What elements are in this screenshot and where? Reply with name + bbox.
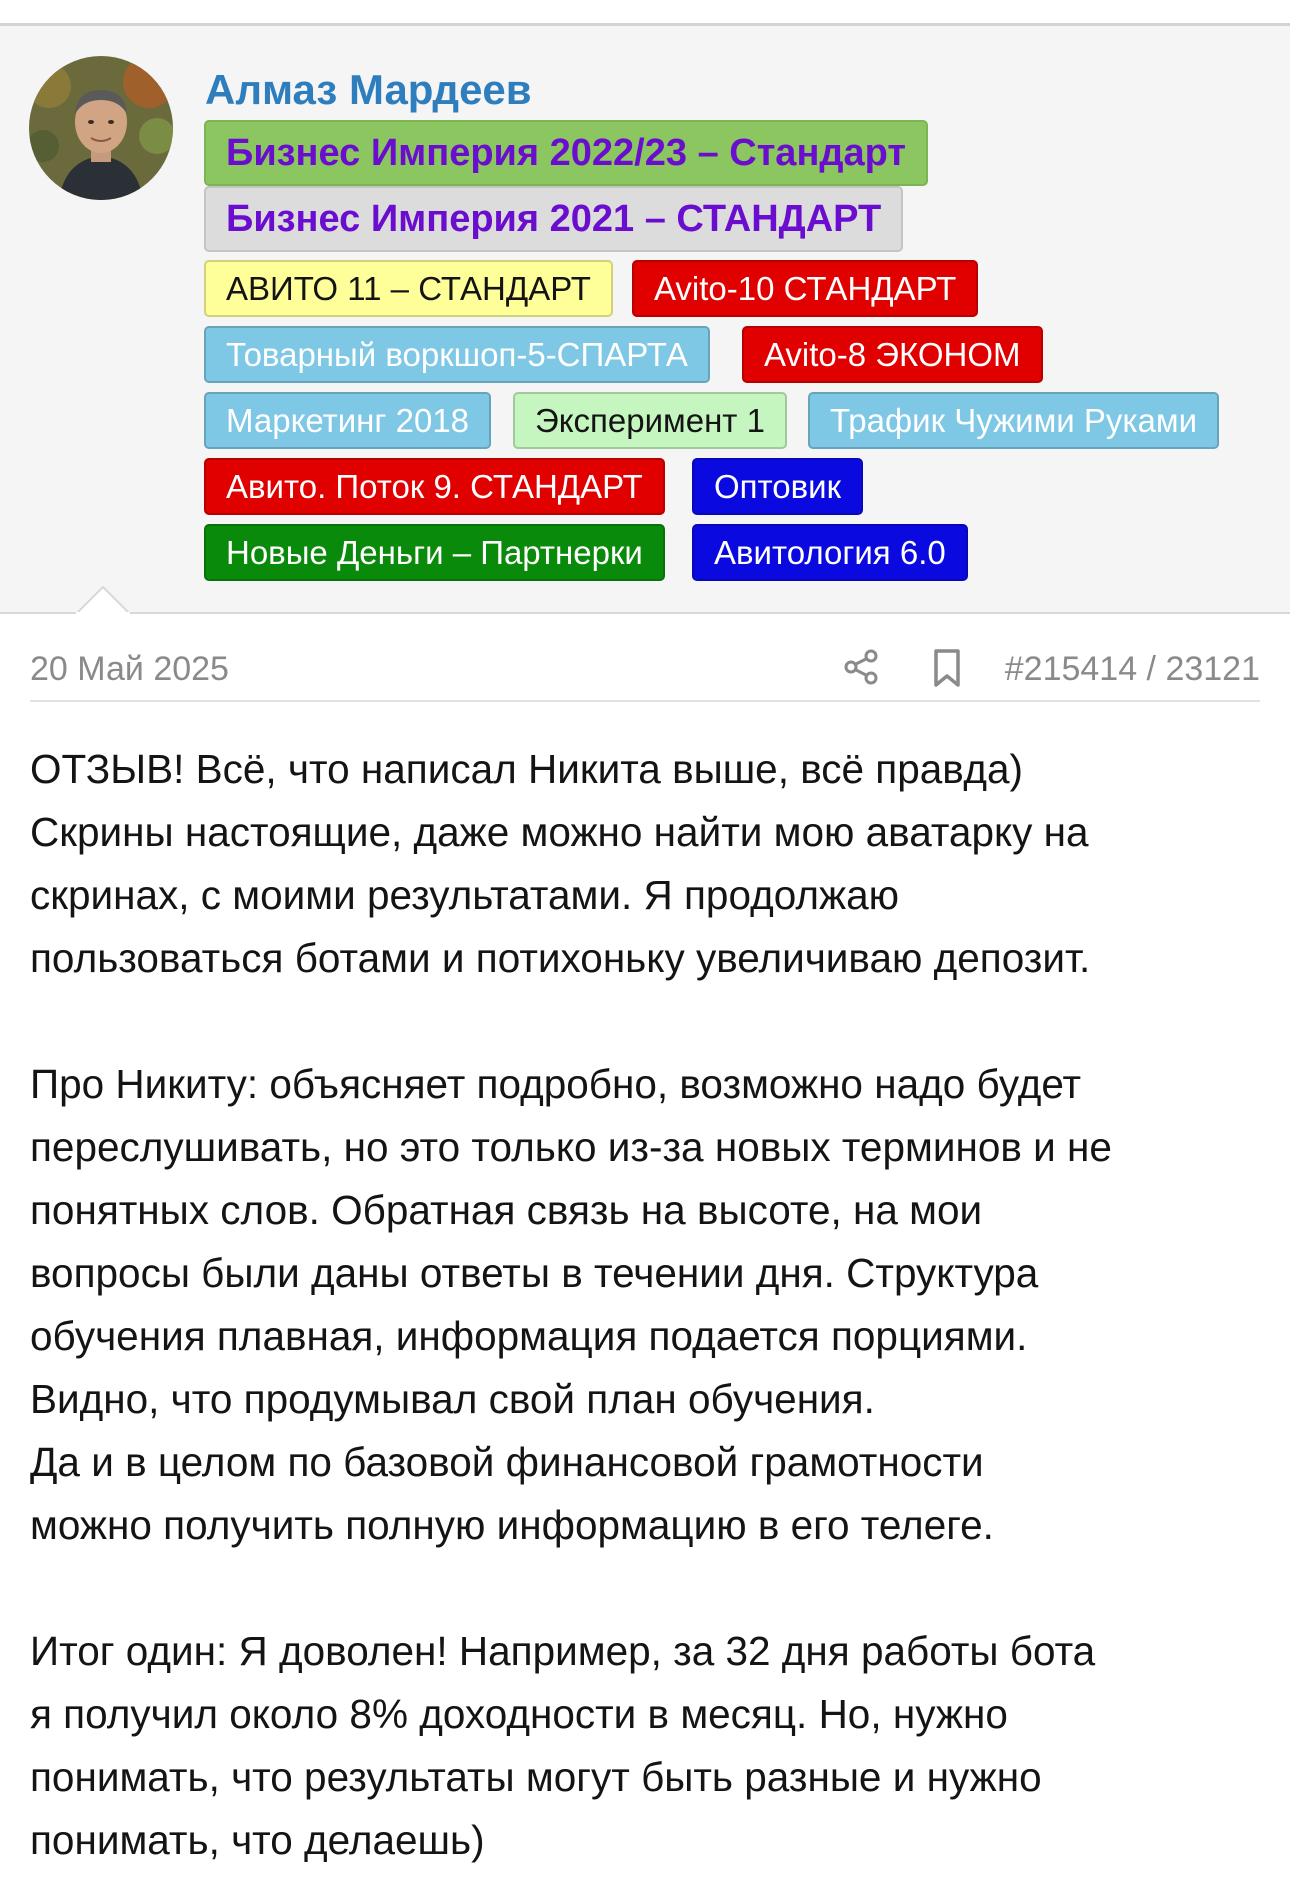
message-line: ОТЗЫВ! Всё, что написал Никита выше, всё правда) <box>30 746 1023 792</box>
post-permalink-number[interactable]: #215414 / 23121 <box>1004 650 1260 688</box>
message-line: понимать, что делаешь) <box>30 1817 485 1863</box>
user-badge-avito-stream-9: Авито. Поток 9. СТАНДАРТ <box>204 458 665 515</box>
bookmark-icon[interactable] <box>930 648 964 688</box>
user-badge-traffic: Трафик Чужими Руками <box>808 392 1219 449</box>
user-badge-new-money: Новые Деньги – Партнерки <box>204 524 665 581</box>
message-line: я получил около 8% доходности в месяц. Но, нужно <box>30 1691 1008 1737</box>
panel-pointer <box>76 586 130 614</box>
paragraph-gap <box>30 990 1270 1053</box>
message-line: Скрины настоящие, даже можно найти мою аватарку на <box>30 809 1089 855</box>
paragraph-gap <box>30 1557 1270 1620</box>
top-divider <box>0 0 1290 26</box>
message-line: понимать, что результаты могут быть разные и нужно <box>30 1754 1042 1800</box>
message-line: Итог один: Я доволен! Например, за 32 дня работы бота <box>30 1628 1096 1674</box>
message-line: Про Никиту: объясняет подробно, возможно надо будет <box>30 1061 1082 1107</box>
message-line: переслушивать, но это только из-за новых терминов и не <box>30 1124 1112 1170</box>
post-message-body <box>30 738 1270 1872</box>
message-line: можно получить полную информацию в его телеге. <box>30 1502 994 1548</box>
message-line: скринах, с моими результатами. Я продолжаю <box>30 872 899 918</box>
user-badge-optovik: Оптовик <box>692 458 863 515</box>
message-line: пользоваться ботами и потихоньку увеличиваю депозит. <box>30 935 1091 981</box>
message-line: вопросы были даны ответы в течении дня. Структура <box>30 1250 1039 1296</box>
meta-divider <box>30 700 1260 702</box>
user-badge-avito-10: Avito-10 СТАНДАРТ <box>632 260 978 317</box>
message-line: обучения плавная, информация подается порциями. <box>30 1313 1028 1359</box>
user-badge-avito-11: АВИТО 11 – СТАНДАРТ <box>204 260 613 317</box>
share-icon[interactable] <box>842 648 880 686</box>
user-badge-experiment-1: Эксперимент 1 <box>513 392 787 449</box>
user-banner-business-empire-2021: Бизнес Империя 2021 – СТАНДАРТ <box>204 186 903 252</box>
user-banner-business-empire-2022: Бизнес Империя 2022/23 – Стандарт <box>204 120 928 186</box>
user-avatar[interactable] <box>29 56 173 200</box>
user-badge-avitology: Авитология 6.0 <box>692 524 968 581</box>
user-photo-avatar-icon <box>29 56 173 200</box>
post-meta-bar <box>30 640 1260 698</box>
message-line: Да и в целом по базовой финансовой грамотности <box>30 1439 984 1485</box>
user-badge-workshop-5: Товарный воркшоп-5-СПАРТА <box>204 326 710 383</box>
post-date[interactable]: 20 Май 2025 <box>30 650 229 688</box>
user-badge-avito-8: Avito-8 ЭКОНОМ <box>742 326 1043 383</box>
message-line: понятных слов. Обратная связь на высоте, на мои <box>30 1187 983 1233</box>
username-link[interactable]: Алмаз Мардеев <box>205 66 532 113</box>
user-badge-marketing-2018: Маркетинг 2018 <box>204 392 491 449</box>
message-line: Видно, что продумывал свой план обучения. <box>30 1376 875 1422</box>
